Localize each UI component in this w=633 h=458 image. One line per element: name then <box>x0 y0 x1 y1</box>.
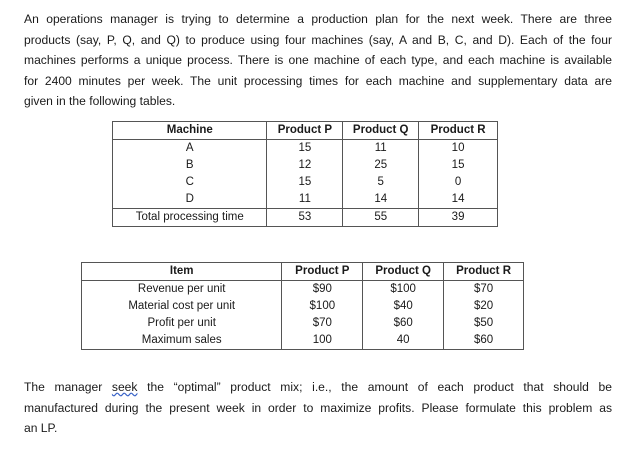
table-cell: 12 <box>267 157 343 174</box>
closing-line-3: an LP. <box>24 421 58 435</box>
table-cell: 0 <box>419 174 498 191</box>
table-header: Product P <box>267 122 343 140</box>
intro-paragraph <box>24 9 612 112</box>
table-cell: Total processing time <box>113 209 267 227</box>
table-row <box>113 191 498 209</box>
closing-line-2: manufactured during the present week in order to maximize profits. Please formulate this problem as <box>24 400 612 415</box>
total-row <box>113 209 498 227</box>
table-cell: $40 <box>363 298 444 315</box>
table-cell: $60 <box>363 315 444 332</box>
table-row <box>82 298 524 315</box>
table-cell: Maximum sales <box>82 332 282 350</box>
table-header: Product R <box>444 263 524 281</box>
intro-line: An operations manager is trying to determine a production plan for the next week. There are three <box>24 12 612 26</box>
table-row <box>113 174 498 191</box>
table-cell: B <box>113 157 267 174</box>
closing-line-1 <box>24 377 612 398</box>
table-cell: D <box>113 191 267 209</box>
table-cell: Revenue per unit <box>82 281 282 299</box>
table-cell: 15 <box>419 157 498 174</box>
closing-text: the “optimal” product mix; i.e., the amount of each product that should be <box>137 380 612 394</box>
table-cell: $90 <box>282 281 363 299</box>
table-cell: 5 <box>343 174 419 191</box>
table-cell: 14 <box>343 191 419 209</box>
closing-text: The manager <box>24 380 112 394</box>
table-cell: $50 <box>444 315 524 332</box>
table-cell: $100 <box>363 281 444 299</box>
processing-times-table <box>112 121 498 227</box>
table-cell: Material cost per unit <box>82 298 282 315</box>
table-header: Product P <box>282 263 363 281</box>
table-row <box>82 281 524 299</box>
table-cell: $100 <box>282 298 363 315</box>
closing-paragraph <box>24 377 612 439</box>
table-cell: $70 <box>444 281 524 299</box>
table-cell: 100 <box>282 332 363 350</box>
table-row <box>113 157 498 174</box>
table-row <box>113 140 498 158</box>
table-cell: 40 <box>363 332 444 350</box>
seek-word: seek <box>111 380 138 394</box>
table-row <box>82 315 524 332</box>
table-cell: 53 <box>267 209 343 227</box>
table-cell: 39 <box>419 209 498 227</box>
intro-line: for 2400 minutes per week. The unit processing times for each machine and supplementary data are <box>24 73 612 88</box>
table-cell: Profit per unit <box>82 315 282 332</box>
table-cell: 25 <box>343 157 419 174</box>
table-cell: 15 <box>267 174 343 191</box>
table-cell: 11 <box>267 191 343 209</box>
table-cell: $20 <box>444 298 524 315</box>
table-header: Product Q <box>343 122 419 140</box>
table-header: Machine <box>113 122 267 140</box>
table-cell: A <box>113 140 267 158</box>
table-header-row <box>113 122 498 140</box>
intro-line: products (say, P, Q, and Q) to produce using four machines (say, A and B, C, and D). Each of the four <box>24 32 612 47</box>
table-header-row <box>82 263 524 281</box>
table-header: Product Q <box>363 263 444 281</box>
table-cell: 10 <box>419 140 498 158</box>
table-cell: 14 <box>419 191 498 209</box>
table-row <box>82 332 524 350</box>
table-header: Product R <box>419 122 498 140</box>
intro-line: given in the following tables. <box>24 94 176 108</box>
table-cell: 55 <box>343 209 419 227</box>
table-cell: C <box>113 174 267 191</box>
table-cell: 15 <box>267 140 343 158</box>
supplementary-data-table <box>81 262 524 350</box>
table-cell: 11 <box>343 140 419 158</box>
table-header: Item <box>82 263 282 281</box>
table-cell: $60 <box>444 332 524 350</box>
intro-line: machines performs a unique process. There is one machine of each type, and each machine is available <box>24 53 612 67</box>
table-cell: $70 <box>282 315 363 332</box>
